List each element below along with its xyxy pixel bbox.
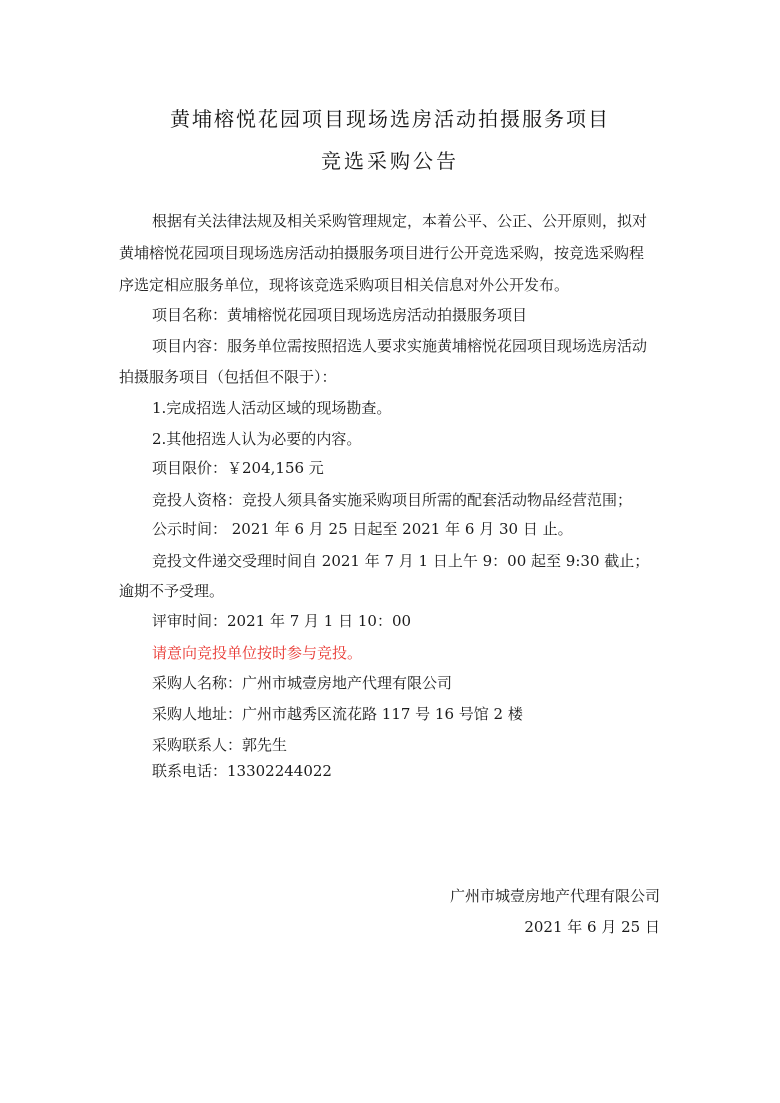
purchaser-address: 采购人地址：广州市越秀区流花路 117 号 16 号馆 2 楼	[152, 705, 523, 723]
price-limit: 项目限价：￥204,156 元	[152, 459, 324, 477]
bidder-qualification: 竞投人资格：竞投人须具备实施采购项目所需的配套活动物品经营范围；	[152, 491, 633, 509]
notice-period: 公示时间： 2021 年 6 月 25 日起至 2021 年 6 月 30 日 止。	[152, 520, 573, 538]
page-title-line1: 黄埔榕悦花园项目现场选房活动拍摄服务项目	[170, 107, 610, 131]
purchaser-name: 采购人名称：广州市城壹房地产代理有限公司	[152, 674, 453, 692]
list-item: 1.完成招选人活动区域的现场勘查。	[152, 399, 392, 417]
intro-paragraph-line2: 黄埔榕悦花园项目现场选房活动拍摄服务项目进行公开竞选采购，按竞选采购程	[119, 244, 645, 262]
list-item: 2.其他招选人认为必要的内容。	[152, 430, 362, 448]
project-name: 项目名称：黄埔榕悦花园项目现场选房活动拍摄服务项目	[152, 306, 528, 324]
submission-time-line1: 竞投文件递交受理时间自 2021 年 7 月 1 日上午 9：00 起至 9:30 截止；	[152, 552, 650, 570]
signature-date: 2021 年 6 月 25 日	[524, 918, 660, 936]
intro-paragraph-line3: 序选定相应服务单位，现将该竞选采购项目相关信息对外公开发布。	[119, 276, 570, 294]
project-content-line1: 项目内容：服务单位需按照招选人要求实施黄埔榕悦花园项目现场选房活动	[152, 337, 648, 355]
page-title-line2: 竞选采购公告	[321, 149, 459, 173]
reminder-notice: 请意向竞投单位按时参与竞投。	[152, 644, 363, 662]
intro-paragraph-line1: 根据有关法律法规及相关采购管理规定，本着公平、公正、公开原则，拟对	[152, 212, 648, 230]
contact-phone: 联系电话：13302244022	[152, 762, 332, 780]
project-content-line2: 拍摄服务项目（包括但不限于）：	[119, 368, 337, 386]
contact-person: 采购联系人：郭先生	[152, 736, 288, 754]
review-time: 评审时间：2021 年 7 月 1 日 10：00	[152, 612, 412, 630]
submission-time-line2: 逾期不予受理。	[119, 582, 225, 600]
signature-company: 广州市城壹房地产代理有限公司	[449, 887, 660, 905]
